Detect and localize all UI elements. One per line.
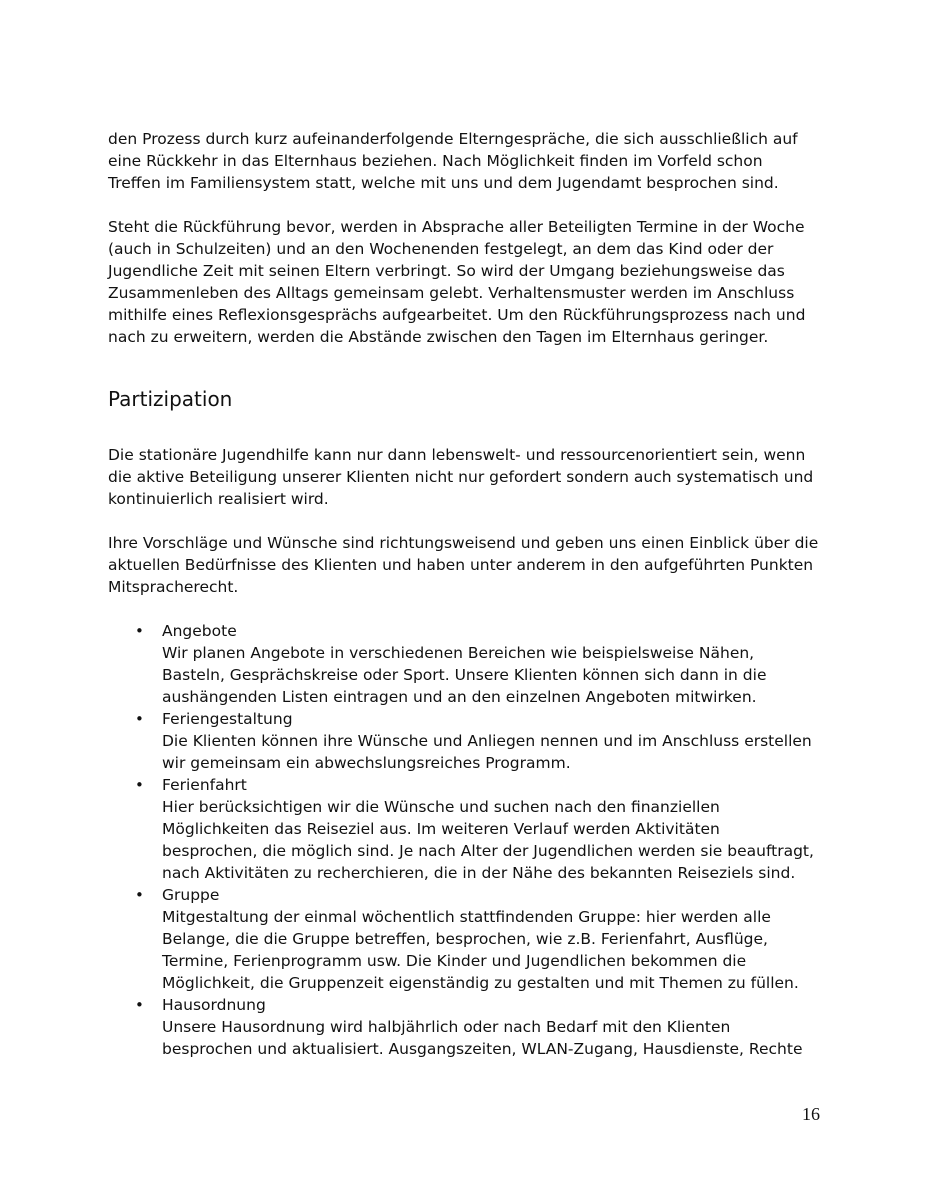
list-item xyxy=(108,774,820,884)
list-item-title: Angebote xyxy=(162,622,237,640)
bullet-icon: • xyxy=(135,776,144,794)
section-heading: Partizipation xyxy=(108,387,233,411)
list-item-title: Ferienfahrt xyxy=(162,776,247,794)
list-item-text: Hier berücksichtigen wir die Wünsche und suchen nach den finanziellen Möglichkeiten das Reiseziel aus. Im weiteren Verlauf werden Aktivitäten besprochen, die möglich sind. Je nach Alter der Jugendlichen werden sie beauftragt, nach Aktivitäten zu recherchieren, die in der Nähe des bekannten Reiseziels sind. xyxy=(162,798,814,882)
bullet-icon: • xyxy=(135,622,144,640)
paragraph-rueckfuehrung: Steht die Rückführung bevor, werden in Absprache aller Beteiligten Termine in der Woche (auch in Schulzeiten) und an den Wochenenden festgelegt, an dem das Kind oder der Jugendliche Zeit mit seinen Eltern verbringt. So wird der Umgang beziehungsweise das Zusammenleben des Alltags gemeinsam gelebt. Verhaltensmuster werden im Anschluss mithilfe eines Reflexionsgesprächs aufgearbeitet. Um den Rückführungsprozess nach und nach zu erweitern, werden die Abstände zwischen den Tagen im Elternhaus geringer. xyxy=(108,218,806,346)
paragraph-jugendhilfe: Die stationäre Jugendhilfe kann nur dann lebenswelt- und ressourcenorientiert sein, wenn die aktive Beteiligung unserer Klienten nicht nur gefordert sondern auch systematisch und kontinuierlich realisiert wird. xyxy=(108,446,814,508)
paragraph-vorschlaege: Ihre Vorschläge und Wünsche sind richtungsweisend und geben uns einen Einblick über die aktuellen Bedürfnisse des Klienten und haben unter anderem in den aufgeführten Punkten Mitspracherecht. xyxy=(108,534,819,596)
bullet-icon: • xyxy=(135,710,144,728)
paragraph-rueckkehr: den Prozess durch kurz aufeinanderfolgende Elterngespräche, die sich ausschließlich auf eine Rückkehr in das Elternhaus beziehen. Nach Möglichkeit finden im Vorfeld schon Treffen im Familiensystem statt, welche mit uns und dem Jugendamt besprochen sind. xyxy=(108,130,798,192)
list-item-text: Unsere Hausordnung wird halbjährlich oder nach Bedarf mit den Klienten besprochen und aktualisiert. Ausgangszeiten, WLAN-Zugang, Hausdienste, Rechte xyxy=(162,1018,803,1058)
list-item-text: Die Klienten können ihre Wünsche und Anliegen nennen und im Anschluss erstellen wir gemeinsam ein abwechslungsreiches Programm. xyxy=(162,732,812,772)
list-item-text: Mitgestaltung der einmal wöchentlich stattfindenden Gruppe: hier werden alle Belange, die die Gruppe betreffen, besprochen, wie z.B. Ferienfahrt, Ausflüge, Termine, Ferienprogramm usw. Die Kinder und Jugendlichen bekommen die Möglichkeit, die Gruppenzeit eigenständig zu gestalten und mit Themen zu füllen. xyxy=(162,908,799,992)
list-item xyxy=(108,994,820,1060)
list-item-text: Wir planen Angebote in verschiedenen Bereichen wie beispielsweise Nähen, Basteln, Gesprächskreise oder Sport. Unsere Klienten können sich dann in die aushängenden Listen eintragen und an den einzelnen Angeboten mitwirken. xyxy=(162,644,767,706)
list-item xyxy=(108,884,820,994)
list-item xyxy=(108,620,820,708)
participation-list xyxy=(108,620,820,1060)
list-item-title: Gruppe xyxy=(162,886,220,904)
bullet-icon: • xyxy=(135,996,144,1014)
list-item-title: Hausordnung xyxy=(162,996,266,1014)
list-item xyxy=(108,708,820,774)
list-item-title: Feriengestaltung xyxy=(162,710,293,728)
document-page xyxy=(108,128,820,1060)
page-number: 16 xyxy=(802,1104,820,1124)
bullet-icon: • xyxy=(135,886,144,904)
